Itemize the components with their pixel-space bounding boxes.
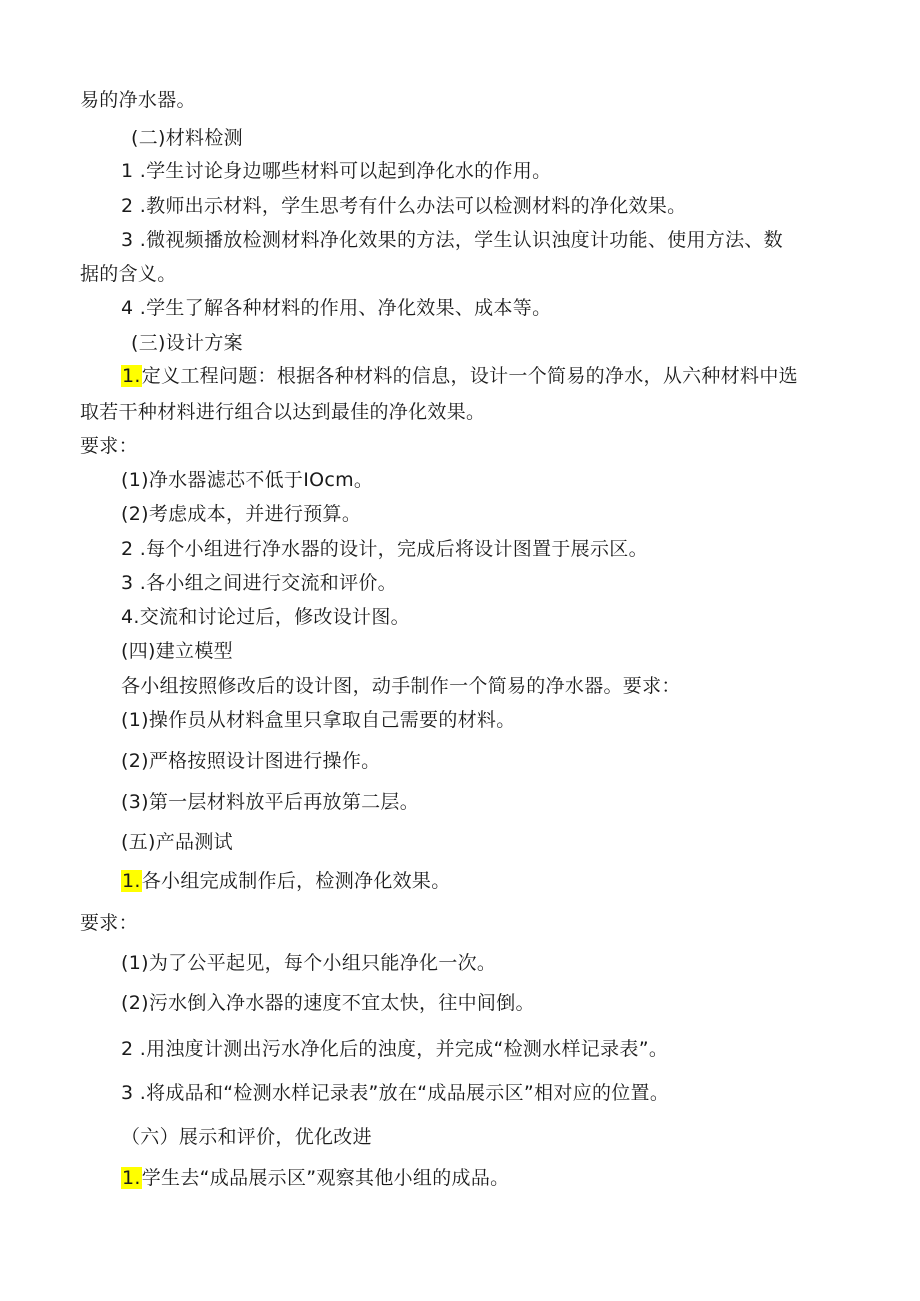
text-line: 要求： xyxy=(80,435,138,457)
text-line: (3)第一层材料放平后再放第二层。 xyxy=(121,791,420,813)
text-line: (1)净水器滤芯不低于IOcm。 xyxy=(121,469,374,491)
highlighted-marker: 1. xyxy=(122,870,141,892)
text-line: 3 .微视频播放检测材料净化效果的方法，学生认识浊度计功能、使用方法、数 xyxy=(121,229,783,251)
section-heading: (五)产品测试 xyxy=(121,831,233,853)
text-line: 3 .将成品和“检测水样记录表”放在“成品展示区”相对应的位置。 xyxy=(121,1082,670,1104)
text-line: (2)严格按照设计图进行操作。 xyxy=(121,750,381,772)
text-line: 4 .学生了解各种材料的作用、净化效果、成本等。 xyxy=(121,297,552,319)
text-line-body: 各小组完成制作后，检测净化效果。 xyxy=(141,870,451,892)
section-heading: (二)材料检测 xyxy=(131,127,243,149)
text-line: 4.交流和讨论过后，修改设计图。 xyxy=(121,606,410,628)
highlighted-marker: 1. xyxy=(122,365,141,387)
text-line: 要求： xyxy=(80,912,138,934)
text-line: (1)为了公平起见，每个小组只能净化一次。 xyxy=(121,952,497,974)
section-heading: (四)建立模型 xyxy=(121,640,233,662)
text-line xyxy=(121,363,798,389)
text-line: (2)考虑成本，并进行预算。 xyxy=(121,503,362,525)
text-line-body: 学生去“成品展示区”观察其他小组的成品。 xyxy=(141,1167,510,1189)
text-line: 2 .教师出示材料，学生思考有什么办法可以检测材料的净化效果。 xyxy=(121,195,687,217)
text-line: 2 .用浊度计测出污水净化后的浊度，并完成“检测水样记录表”。 xyxy=(121,1038,669,1060)
highlighted-marker: 1. xyxy=(122,1167,141,1189)
text-line: 据的含义。 xyxy=(80,263,177,285)
text-line-body: 定义工程问题：根据各种材料的信息，设计一个简易的净水，从六种材料中选 xyxy=(141,365,798,387)
text-line xyxy=(121,868,451,894)
text-line: 3 .各小组之间进行交流和评价。 xyxy=(121,572,397,594)
text-line: 1 .学生讨论身边哪些材料可以起到净化水的作用。 xyxy=(121,160,552,182)
text-line: (2)污水倒入净水器的速度不宜太快，往中间倒。 xyxy=(121,992,535,1014)
text-line: 各小组按照修改后的设计图，动手制作一个简易的净水器。要求： xyxy=(121,675,681,697)
section-heading: （六）展示和评价，优化改进 xyxy=(121,1126,372,1148)
text-line: (1)操作员从材料盒里只拿取自己需要的材料。 xyxy=(121,709,516,731)
section-heading: (三)设计方案 xyxy=(131,332,243,354)
text-line: 取若干种材料进行组合以达到最佳的净化效果。 xyxy=(80,401,486,423)
text-line: 易的净水器。 xyxy=(80,89,196,111)
text-line: 2 .每个小组进行净水器的设计，完成后将设计图置于展示区。 xyxy=(121,538,648,560)
text-line xyxy=(121,1165,509,1191)
